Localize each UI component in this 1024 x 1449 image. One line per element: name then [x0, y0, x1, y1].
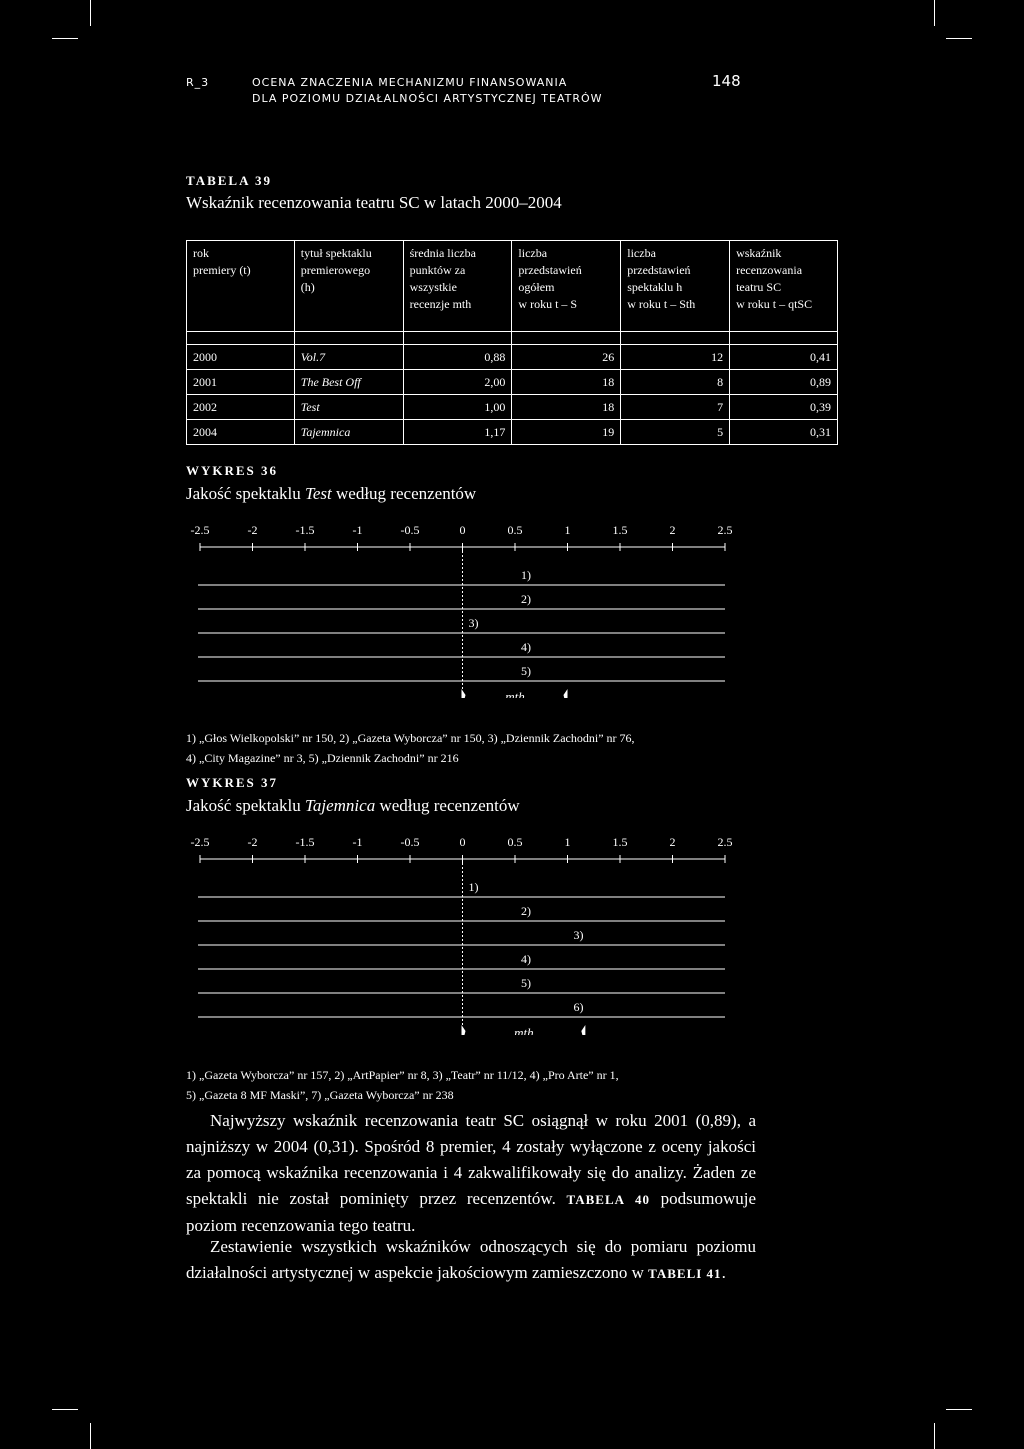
table-ref-40: TABELA 40: [566, 1192, 650, 1207]
chart1-tick-label: -2.5: [190, 523, 210, 537]
chart2-note-line1: 1) „Gazeta Wyborcza” nr 157, 2) „ArtPapier” nr 8, 3) „Teatr” nr 11/12, 4) „Pro Arte” nr 1,: [186, 1068, 619, 1082]
cell-avg: 0,88: [403, 345, 512, 370]
chart2-tick-label: 0.5: [507, 835, 523, 849]
table-row: [187, 345, 838, 370]
section-label: R_3: [186, 76, 210, 89]
table-ref-41: TABELI 41: [648, 1266, 722, 1281]
chart2-tick-label: -0.5: [400, 835, 420, 849]
cell-title: Test: [294, 395, 403, 420]
chart1-point-label: 4): [521, 640, 531, 654]
chart1-point-label: 5): [521, 664, 531, 678]
cell-total: 18: [512, 370, 621, 395]
crop-mark: [934, 0, 935, 26]
chart1-mean-marker-left: [462, 689, 469, 698]
cell-index: 0,89: [730, 370, 838, 395]
chart1-tick-label: 1.5: [612, 523, 628, 537]
cell-count: 12: [621, 345, 730, 370]
page-number: 148: [712, 72, 741, 90]
cell-count: 7: [621, 395, 730, 420]
chart1-tick-label: 2: [669, 523, 676, 537]
chart2-tick-label: 1: [564, 835, 571, 849]
chart1-title: Jakość spektaklu Test według recenzentów: [186, 484, 477, 503]
cell-total: 18: [512, 395, 621, 420]
table-row: [187, 420, 838, 445]
cell-avg: 1,17: [403, 420, 512, 445]
running-title-line2: DLA POZIOMU DZIAŁALNOŚCI ARTYSTYCZNEJ TEATRÓW: [252, 92, 603, 105]
table-row: [187, 370, 838, 395]
header-title: tytuł spektaklu premierowego (h): [294, 241, 403, 332]
cell-total: 19: [512, 420, 621, 445]
chart2-tick-label: 1.5: [612, 835, 628, 849]
chart1-note-line1: 1) „Głos Wielkopolski” nr 150, 2) „Gazeta Wyborcza” nr 150, 3) „Dziennik Zachodni” nr 76,: [186, 731, 635, 745]
table-spacer: [187, 332, 838, 345]
chart1-tick-label: -0.5: [400, 523, 420, 537]
chart1-tick-label: 0: [459, 523, 466, 537]
running-title-line1: OCENA ZNACZENIA MECHANIZMU FINANSOWANIA: [252, 76, 568, 89]
chart2-point-label: 2): [521, 904, 531, 918]
running-title: [252, 75, 603, 107]
chart2-mean-marker-left: [462, 1025, 469, 1035]
crop-mark: [52, 1409, 78, 1410]
chart2-tick-label: 2.5: [717, 835, 733, 849]
chart1-mean-label: mth: [505, 689, 525, 698]
chart2-point-label: 4): [521, 952, 531, 966]
chart1-note-line2: 4) „City Magazine” nr 3, 5) „Dziennik Zachodni” nr 216: [186, 751, 459, 765]
chart1-tick-label: 1: [564, 523, 571, 537]
crop-mark: [52, 38, 78, 39]
chart1-point-label: 2): [521, 592, 531, 606]
cell-index: 0,31: [730, 420, 838, 445]
body-paragraph-1: Najwyższy wskaźnik recenzowania teatr SC osiągnął w roku 2001 (0,89), a najniższy w 2004 (0,31). Spośród 8 premier, 4 zostały wyłączone z oceny jakości za pomocą wskaźnika recenzowania i 4 zakwalifikowały się do analizy. Żaden ze spektakli nie został pominięty przez recenzentów. TABELA 40 podsumowuje poziom recenzowania tego teatru.: [186, 1111, 756, 1235]
chart2-title: Jakość spektaklu Tajemnica według recenzentów: [186, 796, 520, 815]
crop-mark: [946, 38, 972, 39]
chart2-point-label: 6): [573, 1000, 584, 1014]
cell-year: 2004: [187, 420, 295, 445]
cell-total: 26: [512, 345, 621, 370]
chart2-tick-label: -1: [352, 835, 363, 849]
chart2-point-label: 1): [468, 880, 479, 894]
cell-title: The Best Off: [294, 370, 403, 395]
crop-mark: [90, 0, 91, 26]
chart1-tick-label: -1.5: [295, 523, 315, 537]
crop-mark: [946, 1409, 972, 1410]
chart1-point-label: 3): [468, 616, 479, 630]
chart1-notes: [186, 728, 635, 768]
body-paragraph-2: Zestawienie wszystkich wskaźników odnoszących się do pomiaru poziomu działalności artystycznej w aspekcie jakościowym zamieszczono w TABELI 41.: [186, 1237, 756, 1282]
chart2-tick-label: -1.5: [295, 835, 315, 849]
table-header-row: [187, 241, 838, 332]
header-avg-points: średnia liczba punktów za wszystkie recenzje mth: [403, 241, 512, 332]
chart2-tick-label: 2: [669, 835, 676, 849]
chart1: [170, 518, 750, 698]
chart2-point-label: 3): [573, 928, 584, 942]
cell-count: 5: [621, 420, 730, 445]
crop-mark: [934, 1423, 935, 1449]
chart1-mean-marker-right: [563, 689, 568, 698]
table-tag: TABELA 39: [186, 173, 273, 188]
chart2-note-line2: 5) „Gazeta 8 MF Maski”, 7) „Gazeta Wyborcza” nr 238: [186, 1088, 454, 1102]
chart2: [170, 830, 750, 1035]
chart1-tick-label: -1: [352, 523, 363, 537]
chart2-tick-label: 0: [459, 835, 466, 849]
header-total-shows: liczba przedstawień ogółem w roku t – S: [512, 241, 621, 332]
chart1-svg: [170, 518, 750, 698]
chart1-point-label: 1): [521, 568, 531, 582]
cell-avg: 1,00: [403, 395, 512, 420]
header-year: rok premiery (t): [187, 241, 295, 332]
chart2-svg: [170, 830, 750, 1035]
header-show-count: liczba przedstawień spektaklu h w roku t – Sth: [621, 241, 730, 332]
cell-count: 8: [621, 370, 730, 395]
cell-title: Tajemnica: [294, 420, 403, 445]
cell-avg: 2,00: [403, 370, 512, 395]
cell-title: Vol.7: [294, 345, 403, 370]
cell-year: 2000: [187, 345, 295, 370]
chart2-point-label: 5): [521, 976, 531, 990]
chart2-tick-label: -2: [247, 835, 258, 849]
table-row: [187, 395, 838, 420]
chart1-tag: WYKRES 36: [186, 463, 279, 478]
cell-year: 2002: [187, 395, 295, 420]
chart1-tick-label: 2.5: [717, 523, 733, 537]
crop-mark: [90, 1423, 91, 1449]
cell-index: 0,39: [730, 395, 838, 420]
chart2-tick-label: -2.5: [190, 835, 210, 849]
chart1-tick-label: 0.5: [507, 523, 523, 537]
header-index: wskaźnik recenzowania teatru SC w roku t – qtSC: [730, 241, 838, 332]
table-title: Wskaźnik recenzowania teatru SC w latach 2000–2004: [186, 193, 562, 212]
chart2-notes: [186, 1065, 619, 1105]
cell-year: 2001: [187, 370, 295, 395]
chart2-mean-label: mth: [514, 1025, 534, 1035]
chart1-tick-label: -2: [247, 523, 258, 537]
chart2-mean-marker-right: [580, 1025, 585, 1035]
cell-index: 0,41: [730, 345, 838, 370]
review-index-table: [186, 240, 838, 445]
chart2-tag: WYKRES 37: [186, 775, 279, 790]
